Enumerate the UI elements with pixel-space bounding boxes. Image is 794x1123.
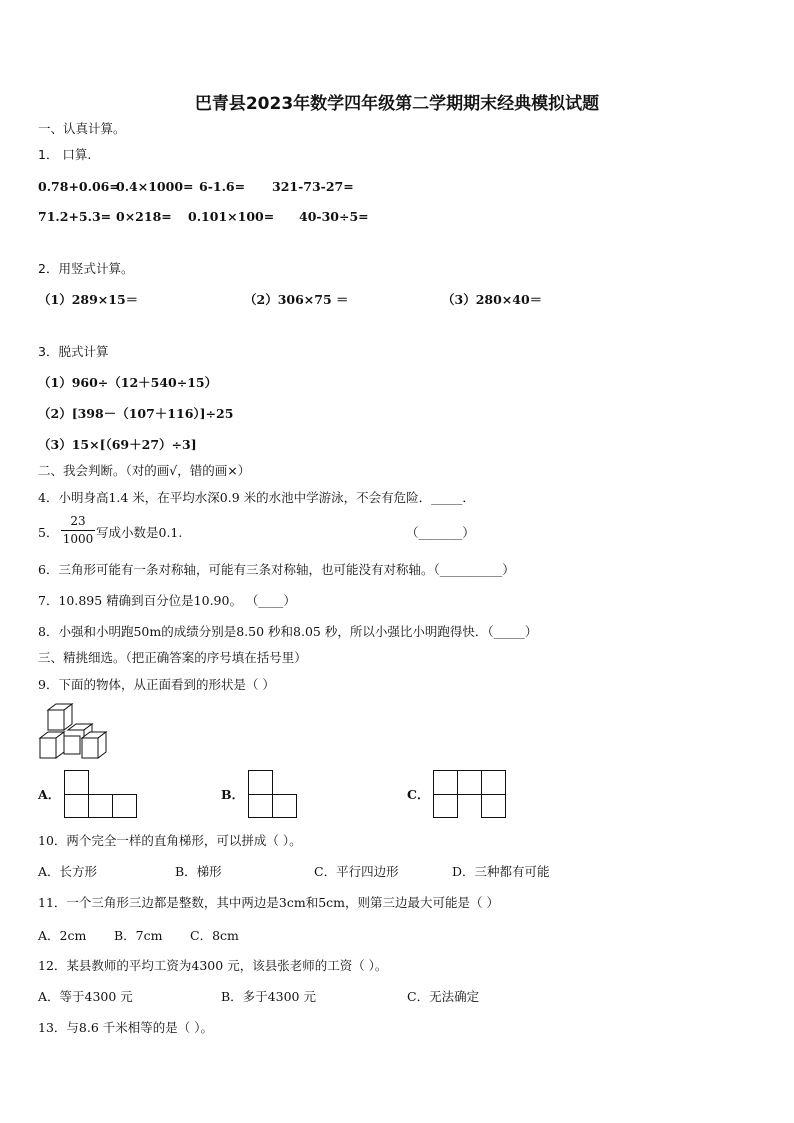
- question-5-number: 5．: [38, 525, 59, 540]
- question-5-text: 写成小数是0.1.: [96, 525, 183, 540]
- q10-option-d: D．三种都有可能: [452, 864, 550, 879]
- question-6: 6．三角形可能有一条对称轴，可能有三条对称轴，也可能没有对称轴。（__________）: [38, 562, 515, 577]
- question-13: 13．与8.6 千米相等的是（ ）。: [38, 1020, 213, 1035]
- q10-option-a: A．长方形: [38, 864, 98, 879]
- section-3-heading: 三、精挑细选。（把正确答案的序号填在括号里）: [38, 650, 307, 665]
- question-7: 7．10.895 精确到百分位是10.90。 （____）: [38, 593, 296, 608]
- q12-option-a: A．等于4300 元: [38, 989, 133, 1004]
- option-b-shape-icon: [248, 770, 297, 818]
- question-11: 11．一个三角形三边都是整数，其中两边是3cm和5cm，则第三边最大可能是（ ）: [38, 895, 499, 910]
- q1-row1-item-4: 321-73-27=: [272, 179, 354, 194]
- q2-item-2: （2）306×75 ＝: [244, 292, 349, 307]
- q1-row1-item-1: 0.78+0.06=: [38, 179, 120, 194]
- question-12: 12．某县教师的平均工资为4300 元，该县张老师的工资（ ）。: [38, 958, 388, 973]
- question-3-label: 3．脱式计算: [38, 344, 109, 359]
- q3-item-1: （1）960÷（12＋540÷15）: [38, 375, 218, 390]
- option-a-shape-icon: [64, 770, 137, 818]
- question-10: 10．两个完全一样的直角梯形，可以拼成（ ）。: [38, 833, 302, 848]
- q9-option-a-label: A．: [38, 787, 61, 802]
- q11-option-a: A．2cm: [38, 928, 87, 943]
- section-1-heading: 一、认真计算。: [38, 121, 126, 136]
- option-c-shape-icon: [433, 770, 506, 818]
- fraction-numerator: 23: [70, 514, 86, 528]
- section-2-heading: 二、我会判断。（对的画√，错的画×）: [38, 463, 251, 478]
- page-title: 巴青县2023年数学四年级第二学期期末经典模拟试题: [194, 94, 600, 114]
- fraction-denominator: 1000: [62, 532, 94, 546]
- q11-option-c: C．8cm: [190, 928, 239, 943]
- q11-option-b: B．7cm: [114, 928, 163, 943]
- question-1-label: 1． 口算.: [38, 147, 92, 162]
- q1-row1-item-2: 0.4×1000=: [116, 179, 194, 194]
- fraction-23-over-1000: [61, 514, 95, 547]
- q12-option-c: C．无法确定: [407, 989, 480, 1004]
- q10-option-b: B．梯形: [175, 864, 222, 879]
- q1-row2-item-1: 71.2+5.3=: [38, 209, 112, 224]
- cube-stack-icon: [40, 704, 120, 762]
- question-8: 8．小强和小明跑50m的成绩分别是8.50 秒和8.05 秒，所以小强比小明跑得快．（_____）: [38, 624, 538, 639]
- q3-item-2: （2）[398－（107＋116）]÷25: [38, 406, 234, 421]
- fraction-bar: [61, 530, 95, 531]
- q1-row2-item-3: 0.101×100=: [188, 209, 275, 224]
- q2-item-1: （1）289×15＝: [38, 292, 139, 307]
- question-4: 4．小明身高1.4 米，在平均水深0.9 米的水池中学游泳，不会有危险．_____．: [38, 490, 475, 505]
- q9-option-b-label: B．: [221, 787, 245, 802]
- q1-row2-item-4: 40-30÷5=: [299, 209, 369, 224]
- question-9: 9．下面的物体，从正面看到的形状是（ ）: [38, 677, 275, 692]
- q10-option-c: C．平行四边形: [314, 864, 399, 879]
- q12-option-b: B．多于4300 元: [221, 989, 316, 1004]
- q3-item-3: （3）15×[（69＋27）÷3]: [38, 437, 197, 452]
- q1-row2-item-2: 0×218=: [116, 209, 172, 224]
- q2-item-3: （3）280×40＝: [442, 292, 543, 307]
- question-5-answer-blank[interactable]: （_______）: [406, 525, 475, 540]
- question-2-label: 2．用竖式计算。: [38, 261, 134, 276]
- q9-option-c-label: C．: [407, 787, 430, 802]
- q1-row1-item-3: 6-1.6=: [199, 179, 246, 194]
